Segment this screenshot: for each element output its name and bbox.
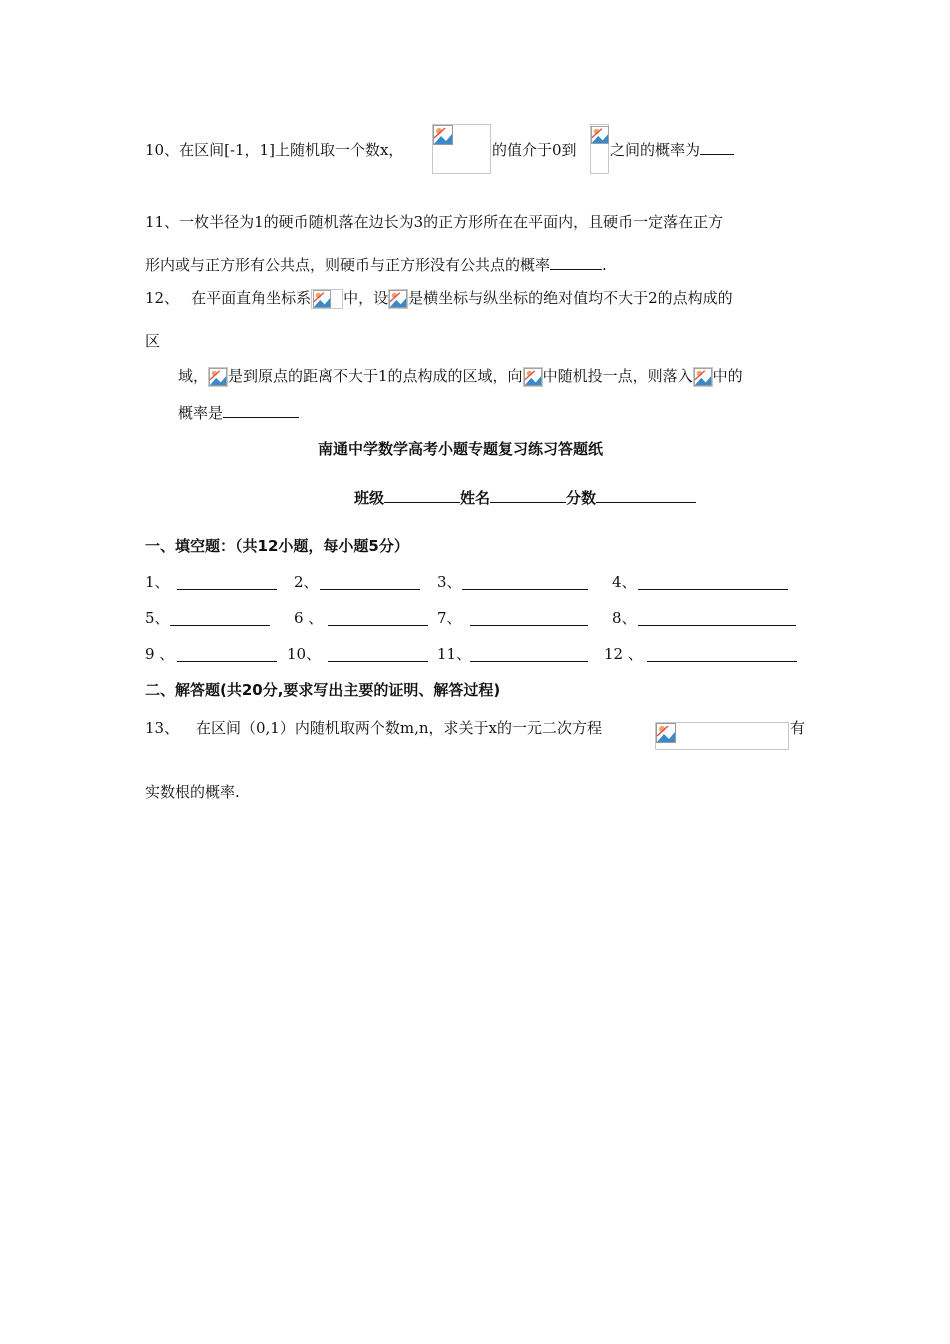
q11-line1: 11、一枚半径为1的硬币随机落在边长为3的正方形所在在平面内，且硬币一定落在正方 <box>145 213 724 231</box>
answer-line-4[interactable] <box>638 573 788 590</box>
class-label: 班级 <box>354 489 385 507</box>
q11-line2-suffix: . <box>602 256 607 274</box>
question-12-line-1 <box>145 288 733 309</box>
section-2-heading: 二、解答题(共20分,要求写出主要的证明、解答过程) <box>145 681 501 699</box>
broken-image-icon <box>656 723 676 743</box>
name-field[interactable] <box>490 488 566 503</box>
section-1-heading: 一、填空题：（共12小题，每小题5分） <box>145 537 409 555</box>
q12-line1-b: 中，设 <box>343 289 389 307</box>
question-13-line-2: 实数根的概率. <box>145 783 240 801</box>
answer-blank-q10[interactable] <box>700 140 734 155</box>
answer-label-11: 11、 <box>437 645 472 663</box>
q12-line1-a: 在平面直角坐标系 <box>191 289 312 307</box>
broken-image-icon <box>433 125 453 145</box>
question-13-text: 在区间（0,1）内随机取两个数m,n，求关于x的一元二次方程 <box>196 719 602 737</box>
answer-line-11[interactable] <box>470 645 588 662</box>
answer-line-10[interactable] <box>328 645 428 662</box>
answer-label-8: 8、 <box>612 609 637 627</box>
answer-label-3: 3、 <box>437 573 462 591</box>
answer-label-6: 6 、 <box>294 609 324 627</box>
question-10 <box>145 140 403 160</box>
q12-line1-c: 是横坐标与纵坐标的绝对值均不大于2的点构成的 <box>408 289 733 307</box>
score-label: 分数 <box>566 489 597 507</box>
q12-line3-d: 中的 <box>712 367 743 385</box>
name-label: 姓名 <box>460 489 491 507</box>
answer-label-9: 9 、 <box>145 645 175 663</box>
answer-line-8[interactable] <box>638 609 796 626</box>
question-13-suffix: 有 <box>790 719 806 737</box>
answer-label-12: 12 、 <box>604 645 643 663</box>
answer-label-4: 4、 <box>612 573 637 591</box>
answer-label-10: 10、 <box>287 645 322 663</box>
q10-suffix: 之间的概率为 <box>610 141 701 159</box>
answer-line-7[interactable] <box>470 609 588 626</box>
question-12-line-2 <box>145 331 160 351</box>
answer-label-2: 2、 <box>294 573 319 591</box>
student-info-row <box>354 488 696 508</box>
broken-image-icon <box>389 290 407 308</box>
answer-line-2[interactable] <box>320 573 420 590</box>
answer-blank-q12[interactable] <box>223 403 299 418</box>
q11-line2-prefix: 形内或与正方形有公共点，则硬币与正方形没有公共点的概率 <box>145 256 551 274</box>
answer-label-5: 5、 <box>145 609 170 627</box>
broken-image-icon <box>591 125 609 145</box>
answer-sheet-title: 南通中学数学高考小题专题复习练习答题纸 <box>318 440 604 458</box>
formula-image-q12-D <box>388 289 408 309</box>
q12-line3-b: 是到原点的距离不大于1的点构成的区域，向 <box>228 367 523 385</box>
q12-line2: 区 <box>145 332 161 350</box>
answer-line-6[interactable] <box>328 609 428 626</box>
q10-mid-wrap <box>492 140 577 160</box>
q12-number: 12、 <box>145 289 180 307</box>
broken-image-icon <box>209 368 227 386</box>
question-12-line-3 <box>178 366 743 387</box>
answer-line-12[interactable] <box>647 645 797 662</box>
formula-image-q12-D2 <box>523 367 543 387</box>
q10-mid: 的值介于0到 <box>492 141 577 159</box>
broken-image-icon <box>312 290 332 308</box>
broken-image-icon <box>694 368 712 386</box>
formula-image-q12-E2 <box>693 367 713 387</box>
formula-image-q13 <box>655 722 789 750</box>
q12-line3-a: 域， <box>178 367 209 385</box>
question-11-line-2 <box>145 255 607 275</box>
score-field[interactable] <box>596 488 696 503</box>
question-13-number: 13、 <box>145 719 180 737</box>
formula-image-q12-xoy <box>311 289 343 309</box>
formula-image-q10-a <box>432 124 491 174</box>
answer-line-1[interactable] <box>177 573 277 590</box>
formula-image-q12-E <box>208 367 228 387</box>
broken-image-icon <box>524 368 542 386</box>
answer-line-9[interactable] <box>177 645 277 662</box>
answer-line-5[interactable] <box>170 609 270 626</box>
q12-line4: 概率是 <box>178 404 224 422</box>
question-11-line-1 <box>145 212 723 232</box>
answer-blank-q11[interactable] <box>550 255 602 270</box>
answer-line-3[interactable] <box>462 573 588 590</box>
q10-prefix: 10、在区间[-1，1]上随机取一个数x， <box>145 141 404 159</box>
answer-label-7: 7、 <box>437 609 462 627</box>
q10-suffix-wrap <box>610 140 734 160</box>
class-field[interactable] <box>384 488 460 503</box>
answer-label-1: 1、 <box>145 573 170 591</box>
q12-line3-c: 中随机投一点，则落入 <box>542 367 693 385</box>
formula-image-q10-b <box>590 124 609 174</box>
question-12-line-4 <box>178 403 299 423</box>
